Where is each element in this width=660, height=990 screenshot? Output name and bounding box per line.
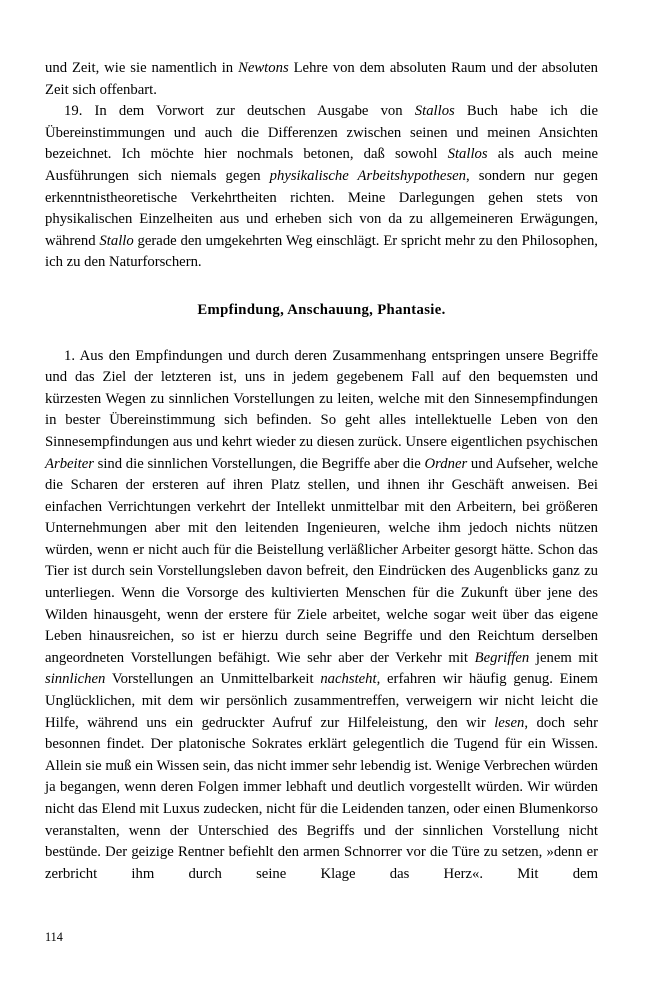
body-text: als auch meine Ausführungen sich niemals gegen (45, 146, 598, 184)
text-column (45, 58, 598, 907)
body-text: , sondern nur gegen erkenntnistheoretische Verkehrtheiten richten. Meine Darlegungen gehen stets von physikalischen Einzelheiten aus und erheben sich von da zu allgemeineren Erwägungen, während (45, 167, 598, 249)
section-heading: Empfindung, Anschauung, Phantasie. (197, 301, 446, 318)
emphasis-text: Newtons (238, 60, 289, 76)
emphasis-text: Stallo (99, 232, 134, 249)
body-text: , erfahren wir häufig genug. Einem Unglücklichen, mit dem wir persönlich zusammentreffen, verweigern wir nicht leicht die Hilfe, während uns ein gedruckter Aufruf zur Hilfeleistung, den wir (45, 671, 598, 731)
body-text: und Aufseher, welche die Scharen der ersteren auf ihren Platz stellen, und ihnen ihr Geschäft anweisen. Bei einfachen Verrichtungen verkehrt der Intellekt unmittelbar mit den Arbeitern, bei größeren Unternehmungen aber mit den leitenden Ingenieuren, welche ihm jedoch nichts nützen würden, wenn er nicht auch für die Beistellung verläßlicher Arbeiter gesorgt hätte. Schon das Tier ist durch sein Vorstellungsleben davon befreit, den Eindrücken des Augenblicks ganz zu unterliegen. Wenn die Vorsorge des kultivierten Menschen für die Zukunft über jene des Wilden hinausgeht, wenn der erstere für Ziele arbeitet, welche sogar weit über das eigene Leben hinausreichen, so ist er hierzu durch seine Begriffe und den Reichtum derselben angeordneten Vorstellungen befähigt. Wie sehr aber der Verkehr mit (45, 455, 598, 666)
body-text: Lehre von dem absoluten Raum und der absoluten Zeit sich offenbart. (45, 60, 599, 98)
body-text: 1. Aus den Empfindungen und durch deren Zusammenhang entspringen unsere Begriffe und das Ziel der letzteren ist, uns in jedem gegebenem Fall auf den bequemsten und kürzesten Wegen zu sinnlichen Vorstellungen zu leiten, welche mit den Sinnesempfindungen in bester Übereinstimmung sich befinden. So geht alles intellektuelle Leben von den Sinnesempfindungen aus und kehrt wieder zu diesen zurück. Unsere eigentlichen psychischen (45, 347, 598, 450)
paragraph-1 (45, 346, 598, 907)
emphasis-text: sinnlichen (45, 671, 106, 688)
body-text: jenem mit (529, 649, 598, 666)
body-text: Vorstellungen an Unmittelbarkeit (105, 671, 321, 688)
emphasis-text: Stallos (447, 146, 488, 163)
body-text: , doch sehr besonnen findet. Der platonische Sokrates erklärt gelegentlich die Tugend für ein Wissen. Allein sie muß ein Wissen sein, das nicht immer sehr lebendig ist. Wenige Verbrechen würden ja begangen, wenn deren Folgen immer lebhaft und deutlich vorgestellt würden. Wir würden nicht das Elend mit Luxus zudecken, nicht für die Leidenden tanzen, oder einen Blumenkorso veranstalten, wenn der Unterschied des Begriffs und der sinnlichen Vorstellung nicht bestünde. Der geizige Rentner befiehlt den armen Schnorrer vor die Türe zu setzen, »denn er zerbricht ihm durch seine Klage das Herz«. Mit dem (45, 714, 598, 882)
body-text: Buch habe ich die Übereinstimmungen und auch die Differenzen zwischen seinen und meinen Ansichten bezeichnet. Ich möchte hier nochmals betonen, daß sowohl (45, 103, 598, 163)
body-text: und Zeit, wie sie namentlich in (45, 60, 239, 76)
page-number: 114 (45, 930, 63, 944)
emphasis-text: lesen (494, 714, 525, 731)
emphasis-text: Arbeiter (45, 455, 94, 472)
body-text: sind die sinnlichen Vorstellungen, die Begriffe aber die (93, 455, 425, 472)
body-text: 19. In dem Vorwort zur deutschen Ausgabe von (64, 103, 415, 120)
paragraph-19 (45, 101, 598, 274)
heading-spacer-top (45, 274, 598, 300)
emphasis-text: Ordner (424, 455, 468, 472)
heading-spacer-bottom (45, 322, 598, 346)
body-text: gerade den umgekehrten Weg einschlägt. Er spricht mehr zu den Philosophen, ich zu den Naturforschern. (45, 232, 598, 271)
emphasis-text: Stallos (414, 103, 455, 120)
emphasis-text: nachsteht (320, 671, 377, 688)
emphasis-text: physikalische Arbeitshypothesen (269, 167, 467, 184)
paragraph-continuation (45, 58, 598, 101)
emphasis-text: Begriffen (474, 649, 530, 666)
